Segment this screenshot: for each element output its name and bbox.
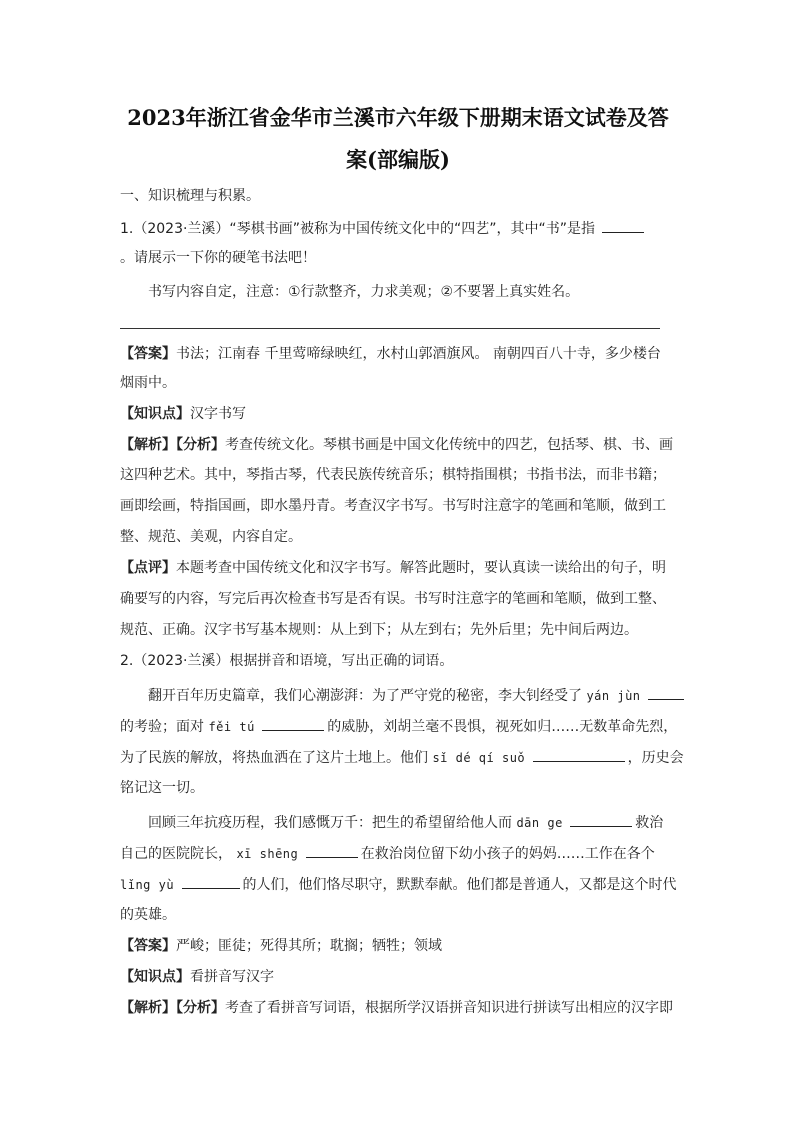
question-2-line1: 2.（2023·兰溪）根据拼音和语境，写出正确的词语。 <box>120 653 454 669</box>
passage1-line1 <box>148 685 713 706</box>
question-1-instruction: 书写内容自定，注意：①行款整齐，力求美观；②不要署上真实姓名。 <box>148 284 580 300</box>
answer-blank[interactable] <box>602 218 644 233</box>
answer-blank[interactable] <box>533 747 625 762</box>
passage1-line3 <box>120 747 685 768</box>
answer-label: 【答案】 <box>120 938 176 954</box>
analysis-label: 【解析】【分析】 <box>120 437 225 453</box>
writing-line[interactable] <box>120 328 660 329</box>
passage-text: 的威胁，刘胡兰毫不畏惧，视死如归……无数革命先烈， <box>327 719 678 735</box>
passage-text: 为了民族的解放，将热血洒在了这片土地上。他们 <box>120 750 428 766</box>
pinyin-yanjun: yán jùn <box>586 689 641 703</box>
knowledge-point-text: 汉字书写 <box>190 406 246 422</box>
knowledge-point-text: 看拼音写汉字 <box>190 969 274 985</box>
comment-line1 <box>120 558 685 578</box>
passage-text: 自己的医院院长， <box>120 846 232 862</box>
analysis-2 <box>120 998 685 1018</box>
answer-blank[interactable] <box>182 874 240 889</box>
passage1-line2 <box>120 716 685 737</box>
passage-text: 的考验；面对 <box>120 719 204 735</box>
pinyin-lingyu: lǐng yù <box>120 878 175 892</box>
passage2-line1 <box>148 812 713 833</box>
answer-2 <box>120 936 685 956</box>
analysis-label: 【解析】【分析】 <box>120 1000 225 1016</box>
analysis-text: 考查传统文化。琴棋书画是中国文化传统中的四艺，包括琴、棋、书、画 <box>225 437 673 453</box>
answer-blank[interactable] <box>262 716 324 731</box>
answer-blank[interactable] <box>570 812 632 827</box>
analysis-line2: 这四种艺术。其中，琴指古琴，代表民族传统音乐；棋特指围棋；书指书法，而非书籍； <box>120 467 666 483</box>
passage-text: 在救治岗位留下幼小孩子的妈妈……工作在各个 <box>360 846 655 862</box>
answer-text: 严峻；匪徒；死得其所；耽搁；牺牲；领域 <box>176 938 442 954</box>
passage2-line4: 的英雄。 <box>120 907 176 923</box>
document-title-line1: 2023年浙江省金华市兰溪市六年级下册期末语文试卷及答 <box>127 105 669 130</box>
passage-text: 的人们，他们恪尽职守，默默奉献。他们都是普通人，又都是这个时代 <box>242 877 677 893</box>
pinyin-xisheng: xī shēng <box>236 847 299 861</box>
question-1-text: 1.（2023·兰溪）“琴棋书画”被称为中国传统文化中的“四艺”，其中“书”是指 <box>120 221 595 237</box>
analysis-text: 考查了看拼音写词语，根据所学汉语拼音知识进行拼读写出相应的汉字即 <box>225 1000 673 1016</box>
answer-blank[interactable] <box>648 685 684 700</box>
document-title-line2: 案(部编版) <box>346 147 450 172</box>
knowledge-point <box>120 404 685 424</box>
comment-line3: 规范、正确。汉字书写基本规则：从上到下；从左到右；先外后里；先中间后两边。 <box>120 622 638 638</box>
question-1-line1 <box>120 218 685 239</box>
analysis-line3: 画即绘画，特指国画，即水墨丹青。考查汉字书写。书写时注意字的笔画和笔顺，做到工 <box>120 498 666 514</box>
comment-line2: 确要写的内容，写完后再次检查书写是否有误。书写时注意字的笔画和笔顺，做到工整、 <box>120 591 666 607</box>
passage1-line4: 铭记这一切。 <box>120 780 204 796</box>
comment-text: 本题考查中国传统文化和汉字书写。解答此题时，要认真读一读给出的句子，明 <box>176 560 666 576</box>
answer-line1 <box>120 344 685 364</box>
knowledge-point-2 <box>120 967 685 987</box>
section-heading: 一、知识梳理与积累。 <box>120 188 260 204</box>
question-1-line2: 。请展示一下你的硬笔书法吧！ <box>120 250 316 266</box>
passage-text: ，历史会 <box>627 750 684 766</box>
passage-text: 救治 <box>635 815 664 831</box>
pinyin-feitu: fěi tú <box>208 720 255 734</box>
knowledge-point-label: 【知识点】 <box>120 406 190 422</box>
comment-label: 【点评】 <box>120 560 176 576</box>
passage2-line2 <box>120 843 685 864</box>
pinyin-sideqisuo: sǐ dé qí suǒ <box>432 751 526 765</box>
answer-label: 【答案】 <box>120 346 176 362</box>
passage-text: 回顾三年抗疫历程，我们感慨万千：把生的希望留给他人而 <box>148 815 512 831</box>
analysis-line4: 整、规范、美观，内容自定。 <box>120 529 302 545</box>
answer-text: 书法；江南春 千里莺啼绿映红，水村山郭酒旗风。 南朝四百八十寺，多少楼台 <box>176 346 661 362</box>
answer-blank[interactable] <box>306 843 358 858</box>
analysis-line1 <box>120 435 685 455</box>
pinyin-dange: dān ge <box>516 816 563 830</box>
knowledge-point-label: 【知识点】 <box>120 969 190 985</box>
answer-line2: 烟雨中。 <box>120 375 176 391</box>
passage-text: 翻开百年历史篇章，我们心潮澎湃：为了严守党的秘密，李大钊经受了 <box>148 688 582 704</box>
passage2-line3 <box>120 874 685 895</box>
